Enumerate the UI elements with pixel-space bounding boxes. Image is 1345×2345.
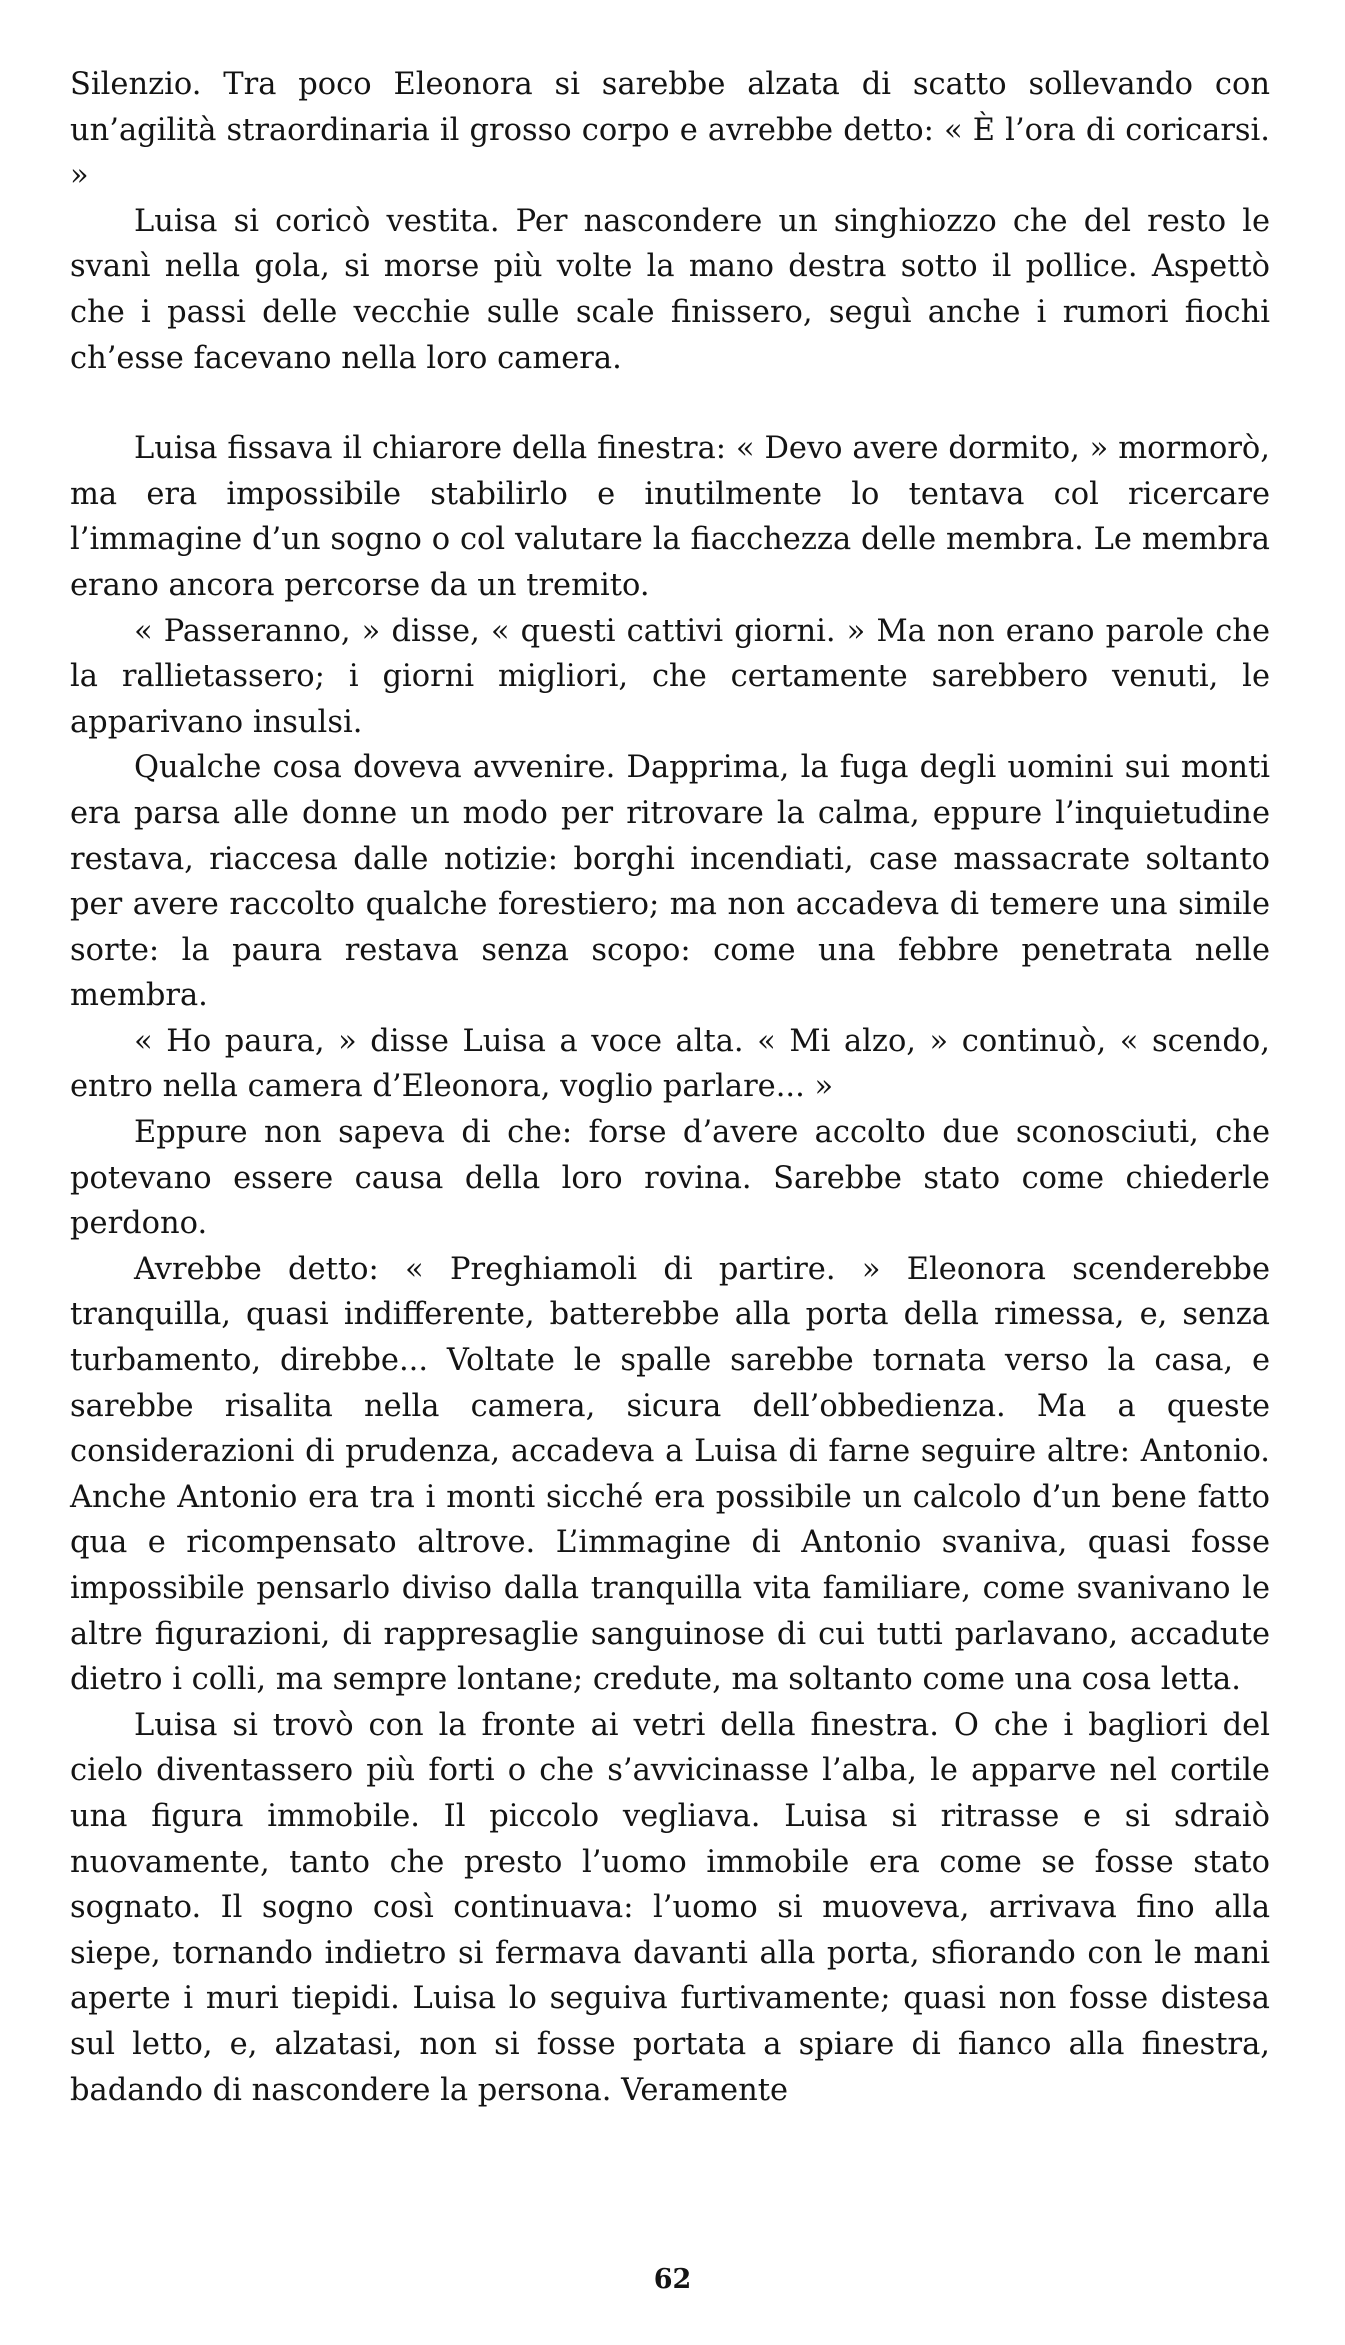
page-number: 62 (653, 2264, 692, 2295)
paragraph: « Passeranno, » disse, « questi cattivi giorni. » Ma non erano parole che la rallietassero; i giorni migliori, che certamente sarebbero venuti, le apparivano insulsi. (70, 613, 1270, 740)
paragraph: Luisa si trovò con la fronte ai vetri della finestra. O che i bagliori del cielo diventassero più forti o che s’avvicinasse l’alba, le apparve nel cortile una figura immobile. Il piccolo vegliava. Luisa si ritrasse e si sdraiò nuovamente, tanto che presto l’uomo immobile era come se fosse stato sognato. Il sogno così continuava: l’uomo si muoveva, arrivava fino alla siepe, tornando indietro si fermava davanti alla porta, sfiorando con le mani aperte i muri tiepidi. Luisa lo seguiva furtivamente; quasi non fosse distesa sul letto, e, alzatasi, non si fosse portata a spiare di fianco alla finestra, badando di nascondere la persona. Veramente (70, 1707, 1270, 2108)
paragraph: « Ho paura, » disse Luisa a voce alta. « Mi alzo, » continuò, « scendo, entro nella camera d’Eleonora, voglio parlare... » (70, 1023, 1270, 1105)
paragraph: Avrebbe detto: « Preghiamoli di partire. » Eleonora scenderebbe tranquilla, quasi indifferente, batterebbe alla porta della rimessa, e, senza turbamento, direbbe... Voltate le spalle sarebbe tornata verso la casa, e sarebbe risalita nella camera, sicura dell’obbedienza. Ma a queste considerazioni di prudenza, accadeva a Luisa di farne seguire altre: Antonio. Anche Antonio era tra i monti sicché era possibile un calcolo d’un bene fatto qua e ricompensato altrove. L’immagine di Antonio svaniva, quasi fosse impossibile pensarlo diviso dalla tranquilla vita familiare, come svanivano le altre figurazioni, di rappresaglie sanguinose di cui tutti parlavano, accadute dietro i colli, ma sempre lontane; credute, ma soltanto come una cosa letta. (70, 1251, 1270, 1698)
paragraph: Silenzio. Tra poco Eleonora si sarebbe alzata di scatto sollevando con un’agilità straordinaria il grosso corpo e avrebbe detto: « È l’ora di coricarsi. » (70, 67, 1270, 194)
paragraph: Luisa si coricò vestita. Per nascondere un singhiozzo che del resto le svanì nella gola, si morse più volte la mano destra sotto il pollice. Aspettò che i passi delle vecchie sulle scale finissero, seguì anche i rumori fiochi ch’esse facevano nella loro camera. (70, 203, 1270, 376)
paragraph: Eppure non sapeva di che: forse d’avere accolto due sconosciuti, che potevano essere causa della loro rovina. Sarebbe stato come chiederle perdono. (70, 1115, 1270, 1242)
paragraph: Luisa fissava il chiarore della finestra: « Devo avere dormito, » mormorò, ma era impossibile stabilirlo e inutilmente lo tentava col ricercare l’immagine d’un sogno o col valutare la fiacchezza delle membra. Le membra erano ancora percorse da un tremito. (70, 431, 1270, 603)
paragraph: Qualche cosa doveva avvenire. Dapprima, la fuga degli uomini sui monti era parsa alle donne un modo per ritrovare la calma, eppure l’inquietudine restava, riaccesa dalle notizie: borghi incendiati, case massacrate soltanto per avere raccolto qualche forestiero; ma non accadeva di temere una simile sorte: la paura restava senza scopo: come una febbre penetrata nelle membra. (70, 750, 1270, 1014)
page-body (70, 62, 1270, 2113)
